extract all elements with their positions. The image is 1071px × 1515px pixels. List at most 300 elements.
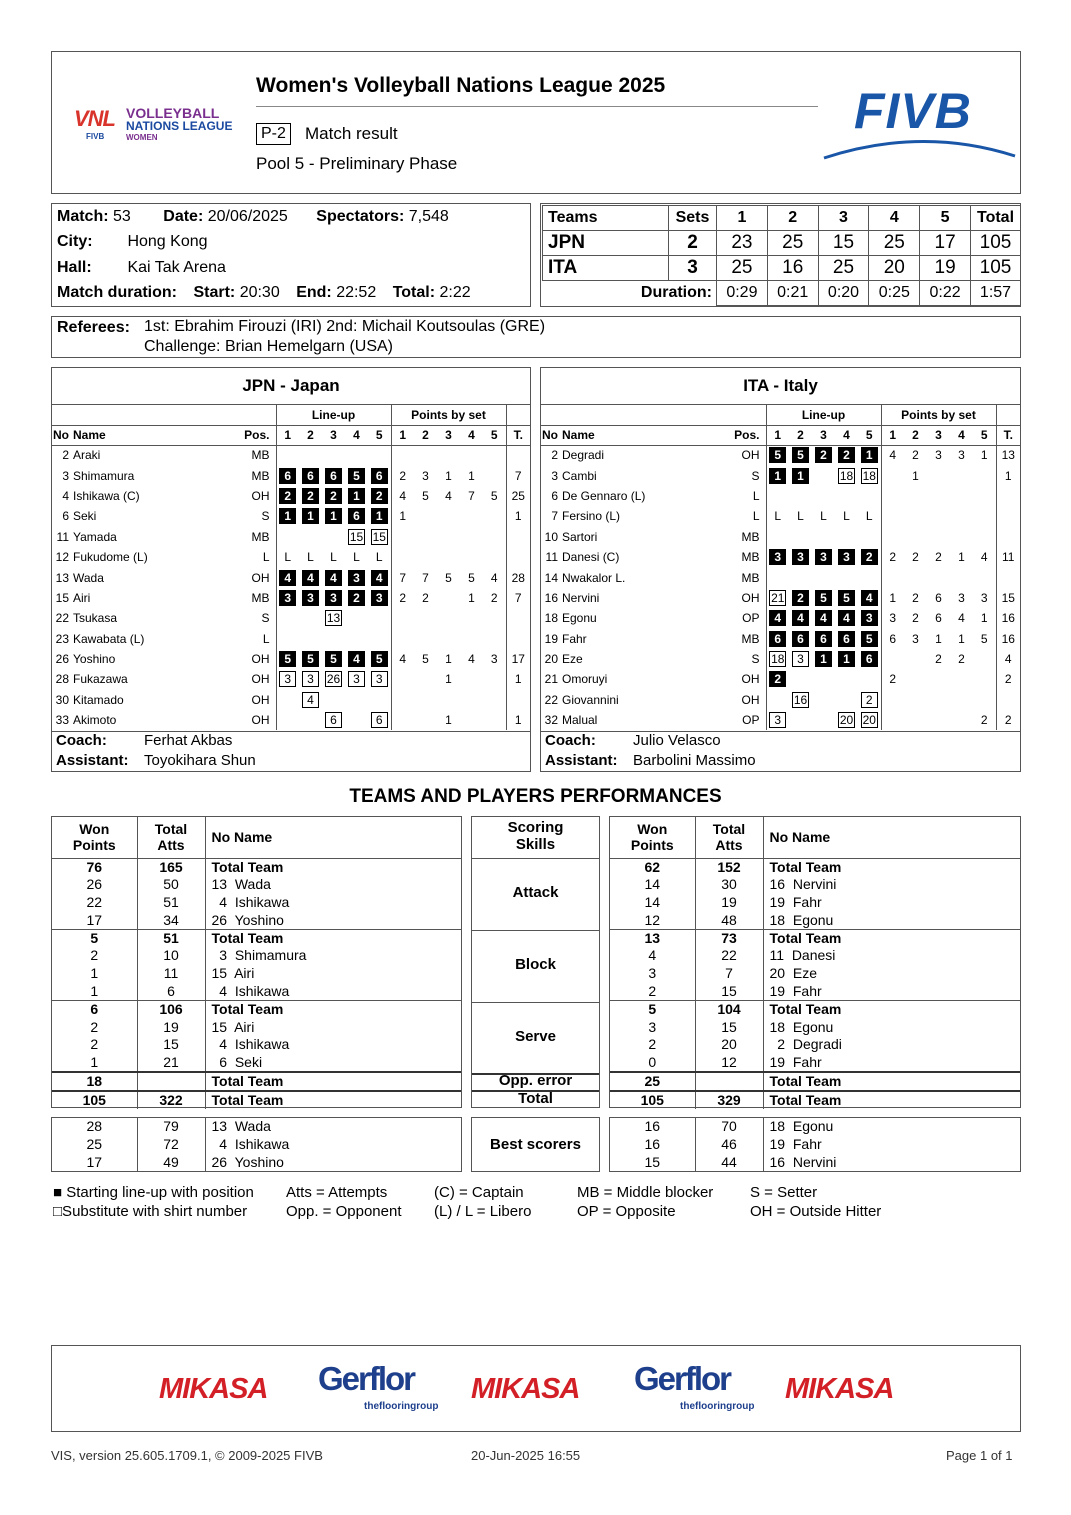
set-points-cell bbox=[414, 629, 437, 649]
total-label: Total: bbox=[392, 284, 436, 301]
substitute-marker: 6 bbox=[325, 712, 342, 728]
score-set-points: 16 bbox=[767, 256, 818, 281]
lineup-cell bbox=[766, 445, 789, 465]
score-header-row bbox=[543, 206, 1021, 231]
player-number: 16 bbox=[544, 590, 558, 605]
set-points-cell bbox=[414, 690, 437, 710]
starting-position-marker: 6 bbox=[792, 631, 809, 647]
starting-position-marker: 3 bbox=[861, 610, 878, 626]
set-points-cell bbox=[437, 445, 460, 465]
player-row bbox=[541, 649, 1020, 669]
total-attempts: 322 bbox=[137, 1091, 205, 1109]
vnl-logo-mark: VNL bbox=[74, 106, 115, 131]
score-header-total: Total bbox=[971, 206, 1021, 231]
lineup-cell bbox=[299, 445, 322, 465]
total-attempts: 44 bbox=[695, 1154, 763, 1172]
lineup-cell bbox=[835, 465, 858, 485]
total-team-row bbox=[610, 1091, 1020, 1109]
lineup-cell bbox=[766, 527, 789, 547]
starting-position-marker: 6 bbox=[279, 468, 296, 484]
column-header-pos: Pos. bbox=[236, 425, 276, 445]
lineup-cell bbox=[812, 649, 835, 669]
player-position: MB bbox=[741, 550, 760, 565]
footer-version: VIS, version 25.605.1709.1, © 2009-2025 FIVB bbox=[51, 1448, 323, 1463]
performance-table-jpn bbox=[51, 816, 462, 1108]
player-performance-row bbox=[52, 1054, 461, 1072]
player-position: S bbox=[751, 652, 760, 667]
set-points-cell bbox=[973, 506, 996, 526]
lineup-cell bbox=[299, 608, 322, 628]
libero-marker: L bbox=[284, 550, 292, 565]
starting-position-marker: 3 bbox=[792, 549, 809, 565]
lineup-cell bbox=[766, 629, 789, 649]
match-info-row-3 bbox=[57, 259, 226, 277]
starting-position-marker: 6 bbox=[861, 651, 878, 667]
player-name: Shimamura bbox=[73, 468, 135, 483]
lineup-cell bbox=[345, 465, 368, 485]
set-points-cell: 5 bbox=[422, 488, 429, 503]
player-no-name: 4 Ishikawa bbox=[211, 1136, 290, 1153]
legend-starting: ■ Starting line-up with position bbox=[53, 1184, 254, 1201]
player-position: OP bbox=[742, 611, 760, 626]
header-won: Won bbox=[79, 821, 110, 838]
starting-position-marker: 3 bbox=[325, 590, 342, 606]
player-number: 20 bbox=[544, 652, 558, 667]
spectators-count: 7,548 bbox=[408, 208, 449, 225]
substitute-marker: 3 bbox=[348, 671, 365, 687]
lineup-cell bbox=[368, 465, 391, 485]
referees-box bbox=[51, 316, 1021, 358]
lineup-cell bbox=[858, 486, 881, 506]
set-points-cell bbox=[414, 608, 437, 628]
start-time: 20:30 bbox=[239, 284, 280, 301]
player-position: MB bbox=[251, 448, 270, 463]
starting-position-marker: 2 bbox=[769, 671, 786, 687]
player-position: OP bbox=[742, 713, 760, 728]
score-sets-won: 2 bbox=[669, 231, 717, 256]
lineup-cell bbox=[789, 547, 812, 567]
starting-position-marker: 5 bbox=[325, 651, 342, 667]
lineup-cell bbox=[789, 629, 812, 649]
lineup-cell bbox=[276, 629, 299, 649]
lineup-cell bbox=[812, 567, 835, 587]
player-row bbox=[52, 486, 530, 506]
lineup-cell bbox=[368, 710, 391, 730]
substitute-marker: 3 bbox=[302, 671, 319, 687]
title-divider bbox=[256, 106, 818, 107]
set-points-cell: 2 bbox=[912, 590, 919, 605]
team-panel-title: ITA - Italy bbox=[541, 368, 1020, 405]
lineup-cell bbox=[789, 588, 812, 608]
set-points-cell: 2 bbox=[912, 550, 919, 565]
set-points-cell: 1 bbox=[958, 631, 965, 646]
lineup-cell bbox=[766, 710, 789, 730]
won-points: 15 bbox=[610, 1154, 695, 1172]
starting-position-marker: 3 bbox=[815, 549, 832, 565]
lineup-cell bbox=[858, 567, 881, 587]
coach-label: Coach: bbox=[56, 732, 107, 749]
player-name: Cambi bbox=[562, 468, 597, 483]
score-header-set4: 4 bbox=[869, 206, 920, 231]
lineup-cell bbox=[276, 486, 299, 506]
lineup-cell bbox=[812, 547, 835, 567]
end-label: End: bbox=[296, 284, 332, 301]
lineup-cell bbox=[835, 608, 858, 628]
lineup-cell bbox=[345, 486, 368, 506]
libero-marker: L bbox=[797, 509, 804, 524]
player-number: 14 bbox=[544, 570, 558, 585]
lineup-cell bbox=[345, 710, 368, 730]
column-header-lineup-set: 5 bbox=[368, 425, 391, 445]
player-no-name: 16 Nervini bbox=[769, 876, 837, 893]
set-points-cell bbox=[414, 527, 437, 547]
starting-position-marker: 4 bbox=[302, 570, 319, 586]
substitute-marker: 16 bbox=[793, 692, 808, 707]
set-points-cell bbox=[483, 445, 506, 465]
match-number: 53 bbox=[113, 208, 131, 225]
column-header-pos: Pos. bbox=[726, 425, 766, 445]
set-points-cell bbox=[904, 527, 927, 547]
best-scorers-label: Best scorers bbox=[490, 1136, 581, 1153]
lineup-cell bbox=[789, 669, 812, 689]
set-points-cell: 2 bbox=[391, 465, 414, 485]
player-no-name: 19 Fahr bbox=[769, 1053, 822, 1070]
score-set-points: 20 bbox=[869, 256, 920, 281]
set-points-cell bbox=[414, 445, 437, 465]
starting-position-marker: 5 bbox=[279, 651, 296, 667]
score-sets-won: 3 bbox=[669, 256, 717, 281]
starting-position-marker: 4 bbox=[792, 610, 809, 626]
player-name: Fukazawa bbox=[73, 672, 128, 687]
lineup-cell bbox=[322, 649, 345, 669]
lineup-cell bbox=[299, 629, 322, 649]
player-total-points: 15 bbox=[996, 588, 1020, 608]
set-points-cell: 1 bbox=[935, 631, 942, 646]
starting-position-marker: 1 bbox=[815, 651, 832, 667]
total-attempts: 20 bbox=[695, 1036, 763, 1054]
starting-position-marker: 6 bbox=[838, 631, 855, 647]
total-attempts: 50 bbox=[137, 876, 205, 894]
player-number: 26 bbox=[55, 652, 69, 667]
starting-position-marker: 5 bbox=[302, 651, 319, 667]
set-points-cell bbox=[927, 506, 950, 526]
player-no-name: 4 Ishikawa bbox=[211, 1036, 290, 1053]
score-set-points: 17 bbox=[920, 231, 971, 256]
score-team-name: JPN bbox=[543, 231, 669, 256]
lineup-cell bbox=[789, 445, 812, 465]
score-set-points: 23 bbox=[717, 231, 768, 256]
lineup-cell bbox=[276, 445, 299, 465]
set-points-cell bbox=[950, 527, 973, 547]
substitute-marker: 21 bbox=[771, 590, 785, 605]
score-duration-row bbox=[543, 281, 1021, 306]
lineup-cell bbox=[368, 690, 391, 710]
set-points-cell: 4 bbox=[881, 445, 904, 465]
player-total-points: 7 bbox=[506, 465, 530, 485]
set-points-cell bbox=[483, 629, 506, 649]
score-row-jpn bbox=[543, 231, 1021, 256]
player-name: Sartori bbox=[562, 529, 598, 544]
assistant-label: Assistant: bbox=[545, 752, 618, 769]
lineup-cell bbox=[322, 629, 345, 649]
lineup-cell bbox=[299, 669, 322, 689]
substitute-marker: 3 bbox=[279, 671, 296, 687]
set-points-cell: 4 bbox=[391, 486, 414, 506]
set-points-cell bbox=[881, 690, 904, 710]
column-header-points-set: 1 bbox=[881, 425, 904, 445]
set-points-cell bbox=[391, 445, 414, 465]
player-no-name: 15 Airi bbox=[211, 965, 255, 982]
set-points-cell bbox=[414, 506, 437, 526]
vnl-logo-line3: WOMEN bbox=[126, 133, 158, 142]
vnl-logo-line2: NATIONS LEAGUE bbox=[126, 119, 233, 133]
player-name: Fukudome (L) bbox=[73, 550, 148, 565]
header-total-atts bbox=[695, 817, 763, 858]
set-points-cell bbox=[414, 547, 437, 567]
set-points-cell: 1 bbox=[958, 550, 965, 565]
column-header-lineup-set: 2 bbox=[789, 425, 812, 445]
hall-label: Hall: bbox=[57, 259, 92, 276]
set-points-cell bbox=[881, 567, 904, 587]
player-total-points: 1 bbox=[506, 506, 530, 526]
player-total-points bbox=[506, 608, 530, 628]
city-label: City: bbox=[57, 233, 93, 250]
player-no-name: 19 Fahr bbox=[769, 1136, 822, 1153]
set-points-cell bbox=[460, 669, 483, 689]
header-atts: Atts bbox=[715, 837, 743, 854]
column-header-points-set: 1 bbox=[391, 425, 414, 445]
column-header-no: No bbox=[541, 425, 562, 445]
legend-oh: OH = Outside Hitter bbox=[750, 1203, 882, 1220]
player-row bbox=[541, 690, 1020, 710]
set-points-cell: 4 bbox=[980, 550, 988, 565]
score-total-points: 105 bbox=[971, 231, 1021, 256]
coach-row bbox=[56, 732, 232, 749]
player-number: 11 bbox=[545, 550, 558, 565]
set-points-cell bbox=[483, 608, 506, 628]
skills-header-scoring: Scoring bbox=[507, 819, 564, 836]
set-points-cell bbox=[437, 690, 460, 710]
legend-captain: (C) = Captain bbox=[434, 1184, 524, 1201]
hall-value: Kai Tak Arena bbox=[127, 259, 226, 276]
column-header-lineup-set: 4 bbox=[345, 425, 368, 445]
set-points-cell: 5 bbox=[445, 570, 452, 585]
set-points-cell bbox=[483, 710, 506, 730]
starting-position-marker: 6 bbox=[325, 468, 342, 484]
player-number: 32 bbox=[544, 713, 558, 728]
set-points-cell bbox=[927, 669, 950, 689]
won-points: 28 bbox=[52, 1118, 137, 1136]
lineup-cell bbox=[789, 465, 812, 485]
lineup-cell bbox=[276, 506, 299, 526]
starting-position-marker: 4 bbox=[838, 610, 855, 626]
lineup-cell bbox=[299, 710, 322, 730]
team-panel-title: JPN - Japan bbox=[52, 368, 530, 405]
substitute-marker: 13 bbox=[326, 611, 341, 626]
lineup-cell bbox=[835, 567, 858, 587]
player-number: 12 bbox=[55, 550, 69, 565]
player-number: 3 bbox=[551, 468, 558, 483]
player-row bbox=[541, 567, 1020, 587]
won-points: 0 bbox=[610, 1054, 695, 1072]
legend-libero: (L) / L = Libero bbox=[434, 1203, 532, 1220]
set-points-cell: 1 bbox=[468, 590, 475, 605]
player-row bbox=[52, 649, 530, 669]
lineup-cell bbox=[276, 649, 299, 669]
player-name: Fahr bbox=[562, 631, 587, 646]
starting-position-marker: 1 bbox=[325, 508, 342, 524]
player-total-points: 2 bbox=[996, 669, 1020, 689]
player-row bbox=[52, 445, 530, 465]
lineup-cell bbox=[322, 486, 345, 506]
mikasa-logo: MIKASA bbox=[471, 1373, 580, 1405]
won-points: 17 bbox=[52, 911, 137, 929]
skill-opp-error: Opp. error bbox=[498, 1072, 573, 1089]
lineup-cell bbox=[345, 445, 368, 465]
lineup-cell bbox=[766, 690, 789, 710]
performance-grid bbox=[52, 817, 461, 1109]
player-name: Tsukasa bbox=[73, 611, 118, 626]
referees-label: Referees: bbox=[57, 319, 130, 336]
player-no-name: 19 Fahr bbox=[769, 893, 822, 910]
player-name: Nwakalor L. bbox=[562, 570, 626, 585]
won-points: 22 bbox=[52, 894, 137, 912]
lineup-cell bbox=[766, 649, 789, 669]
player-total-points: 1 bbox=[996, 465, 1020, 485]
column-header-no: No bbox=[52, 425, 73, 445]
set-points-cell bbox=[414, 710, 437, 730]
set-points-cell bbox=[973, 527, 996, 547]
lineup-cell bbox=[322, 465, 345, 485]
lineup-cell bbox=[858, 649, 881, 669]
set-points-cell bbox=[391, 629, 414, 649]
lineup-cell bbox=[835, 669, 858, 689]
total-team-row bbox=[52, 1000, 461, 1018]
starting-position-marker: 3 bbox=[838, 549, 855, 565]
set-points-cell bbox=[437, 527, 460, 547]
lineup-cell bbox=[812, 690, 835, 710]
player-position: OH bbox=[251, 692, 270, 707]
won-points: 3 bbox=[610, 1018, 695, 1036]
substitute-marker: 15 bbox=[372, 529, 386, 544]
lineup-cell bbox=[322, 567, 345, 587]
set-points-cell: 4 bbox=[490, 570, 498, 585]
performance-grid bbox=[610, 1118, 1020, 1171]
player-no-name: 2 Degradi bbox=[769, 1036, 842, 1053]
player-position: OH bbox=[251, 488, 270, 503]
lineup-cell bbox=[835, 527, 858, 547]
starting-position-marker: 3 bbox=[769, 549, 786, 565]
player-name: Fersino (L) bbox=[562, 509, 621, 524]
player-performance-row bbox=[610, 911, 1020, 929]
won-points: 16 bbox=[610, 1136, 695, 1154]
total-team-row bbox=[52, 1091, 461, 1109]
lineup-cell bbox=[322, 710, 345, 730]
set-points-cell bbox=[904, 506, 927, 526]
player-name: Nervini bbox=[562, 590, 600, 605]
lineup-cell bbox=[299, 486, 322, 506]
player-performance-row bbox=[52, 1136, 461, 1154]
end-time: 22:52 bbox=[336, 284, 377, 301]
set-points-cell bbox=[904, 710, 927, 730]
lineup-cell bbox=[368, 506, 391, 526]
lineup-cell bbox=[858, 547, 881, 567]
total-team-row bbox=[52, 1072, 461, 1091]
starting-position-marker: 1 bbox=[371, 508, 388, 524]
player-performance-row bbox=[610, 1136, 1020, 1154]
set-points-cell: 4 bbox=[445, 488, 452, 503]
lineup-cell bbox=[835, 690, 858, 710]
lineup-cell bbox=[858, 465, 881, 485]
total-attempts bbox=[137, 1072, 205, 1091]
player-row bbox=[52, 629, 530, 649]
player-no-name: 19 Fahr bbox=[769, 982, 822, 999]
player-performance-row bbox=[52, 1036, 461, 1054]
lineup-cell bbox=[276, 588, 299, 608]
total-duration: 1:57 bbox=[971, 281, 1021, 306]
lineup-cell bbox=[789, 527, 812, 547]
set-points-cell bbox=[973, 465, 996, 485]
total-attempts: 21 bbox=[137, 1054, 205, 1072]
starting-position-marker: 2 bbox=[861, 549, 878, 565]
lineup-group-header-row bbox=[52, 405, 530, 425]
skills-divider bbox=[472, 1002, 599, 1003]
lineup-cell bbox=[276, 567, 299, 587]
fivb-logo: FIVB bbox=[854, 83, 972, 139]
total-attempts: 10 bbox=[137, 947, 205, 965]
substitute-marker: 15 bbox=[349, 529, 364, 544]
libero-marker: L bbox=[353, 550, 360, 565]
set-points-cell bbox=[460, 547, 483, 567]
lineup-cell bbox=[345, 629, 368, 649]
lineup-cell bbox=[789, 710, 812, 730]
score-header-set1: 1 bbox=[717, 206, 768, 231]
header-points: Points bbox=[72, 837, 116, 854]
lineup-cell bbox=[276, 690, 299, 710]
lineup-cell bbox=[299, 465, 322, 485]
lineup-cell bbox=[812, 527, 835, 547]
total-team-label: Total Team bbox=[205, 1072, 461, 1091]
total-attempts: 70 bbox=[695, 1118, 763, 1136]
player-total-points: 1 bbox=[506, 710, 530, 730]
set-points-cell: 1 bbox=[912, 468, 919, 483]
won-points: 5 bbox=[610, 1000, 695, 1018]
player-row bbox=[52, 690, 530, 710]
header-won-points bbox=[610, 817, 695, 858]
legend-substitute: □Substitute with shirt number bbox=[53, 1203, 248, 1220]
player-number: 33 bbox=[55, 713, 69, 728]
vnl-logo bbox=[74, 104, 244, 146]
starting-position-marker: 1 bbox=[792, 468, 809, 484]
team-panel-jpn bbox=[51, 367, 531, 772]
set-points-cell bbox=[437, 608, 460, 628]
starting-position-marker: 4 bbox=[371, 570, 388, 586]
player-total-points bbox=[506, 527, 530, 547]
lineup-cell bbox=[299, 527, 322, 547]
player-position: S bbox=[261, 509, 270, 524]
set-points-cell bbox=[904, 690, 927, 710]
performance-header-row bbox=[610, 817, 1020, 858]
gerflor-logo-sub: theflooringroup bbox=[364, 1401, 439, 1412]
player-name: Araki bbox=[73, 448, 101, 463]
player-total-points bbox=[506, 445, 530, 465]
score-set-points: 25 bbox=[818, 256, 869, 281]
player-number: 11 bbox=[56, 529, 69, 544]
lineup-cell bbox=[858, 669, 881, 689]
substitute-marker: 26 bbox=[326, 672, 341, 687]
won-points: 1 bbox=[52, 965, 137, 983]
column-header-points-set: 5 bbox=[483, 425, 506, 445]
